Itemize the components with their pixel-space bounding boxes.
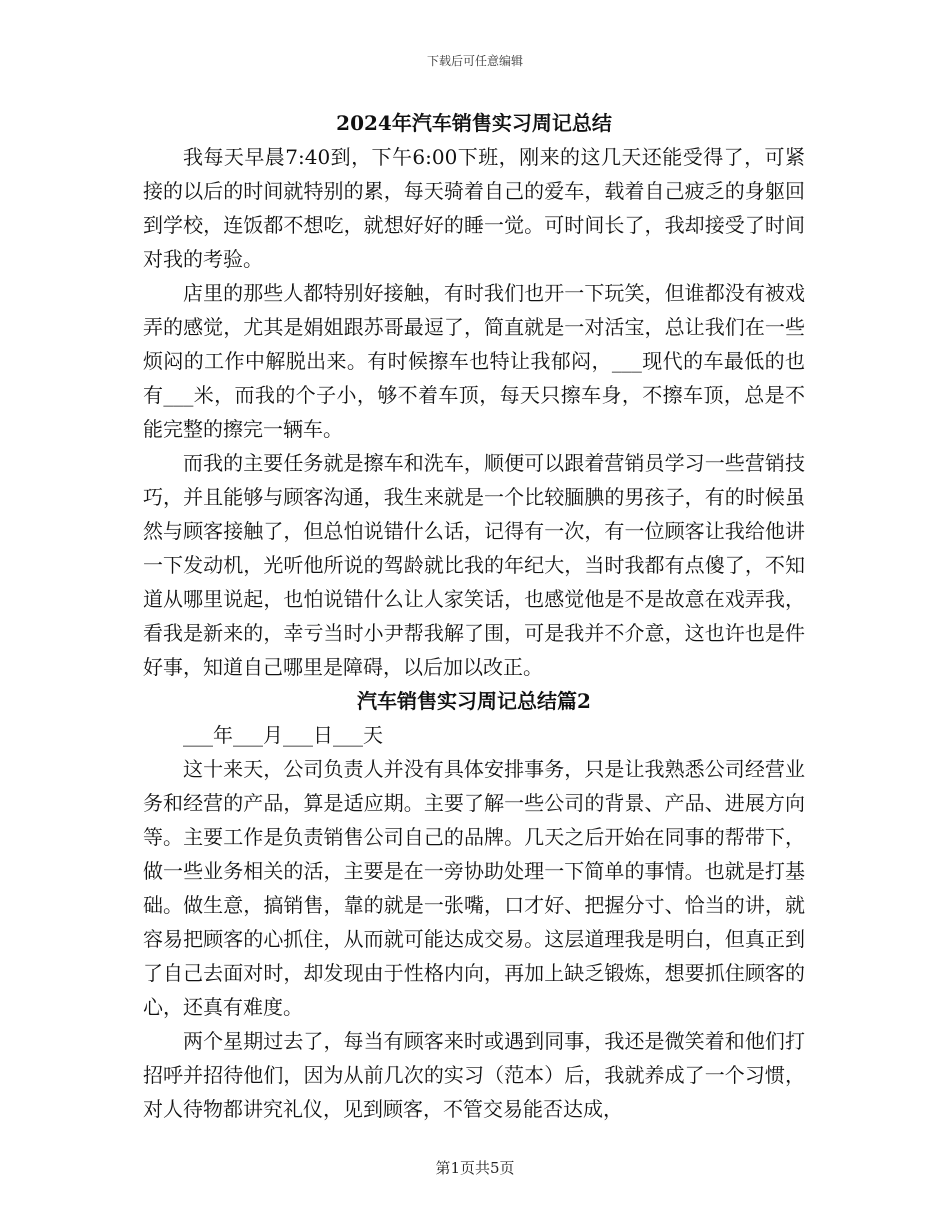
paragraph: 两个星期过去了，每当有顾客来时或遇到同事，我还是微笑着和他们打招呼并招待他们，因为从前几次的实习（范本）后，我就养成了一个习惯，对人待物都讲究礼仪，见到顾客，不管交易能否达成， xyxy=(143,1029,805,1121)
date-line: ___年___月___日___天 xyxy=(183,723,383,747)
document-body xyxy=(143,106,805,1126)
page-header: 下载后可任意编辑 xyxy=(426,54,523,68)
paragraph: 店里的那些人都特别好接触，有时我们也开一下玩笑，但谁都没有被戏弄的感觉，尤其是娟姐跟苏哥最逗了，简直就是一对活宝，总让我们在一些烦闷的工作中解脱出来。有时候擦车也特让我郁闷，___现代的车最低的也有___米，而我的个子小，够不着车顶，每天只擦车身，不擦车顶，总是不能完整的擦完一辆车。 xyxy=(143,281,805,441)
page-footer: 第1页共5页 xyxy=(435,1159,515,1177)
paragraph: 而我的主要任务就是擦车和洗车，顺便可以跟着营销员学习一些营销技巧，并且能够与顾客沟通，我生来就是一个比较腼腆的男孩子，有的时候虽然与顾客接触了，但总怕说错什么话，记得有一次，有一位顾客让我给他讲一下发动机，光听他所说的驾龄就比我的年纪大，当时我都有点傻了，不知道从哪里说起，也怕说错什么让人家笑话，也感觉他是不是故意在戏弄我，看我是新来的，幸亏当时小尹帮我解了围，可是我并不介意，这也许也是件好事，知道自己哪里是障碍，以后加以改正。 xyxy=(143,451,805,679)
document-title: 2024年汽车销售实习周记总结 xyxy=(336,111,612,135)
paragraph: 我每天早晨7:40到，下午6:00下班，刚来的这几天还能受得了，可紧接的以后的时间就特别的累，每天骑着自己的爱车，载着自己疲乏的身躯回到学校，连饭都不想吃，就想好好的睡一觉。可时间长了，我却接受了时间对我的考验。 xyxy=(143,145,805,271)
paragraph: 这十来天，公司负责人并没有具体安排事务，只是让我熟悉公司经营业务和经营的产品，算是适应期。主要了解一些公司的背景、产品、进展方向等。主要工作是负责销售公司自己的品牌。几天之后开始在同事的帮带下，做一些业务相关的活，主要是在一旁协助处理一下简单的事情。也就是打基础。做生意，搞销售，靠的就是一张嘴，口才好、把握分寸、恰当的讲，就容易把顾客的心抓住，从而就可能达成交易。这层道理我是明白，但真正到了自己去面对时，却发现由于性格内向，再加上缺乏锻炼，想要抓住顾客的心，还真有难度。 xyxy=(143,757,805,1019)
section-title: 汽车销售实习周记总结篇2 xyxy=(357,689,591,713)
